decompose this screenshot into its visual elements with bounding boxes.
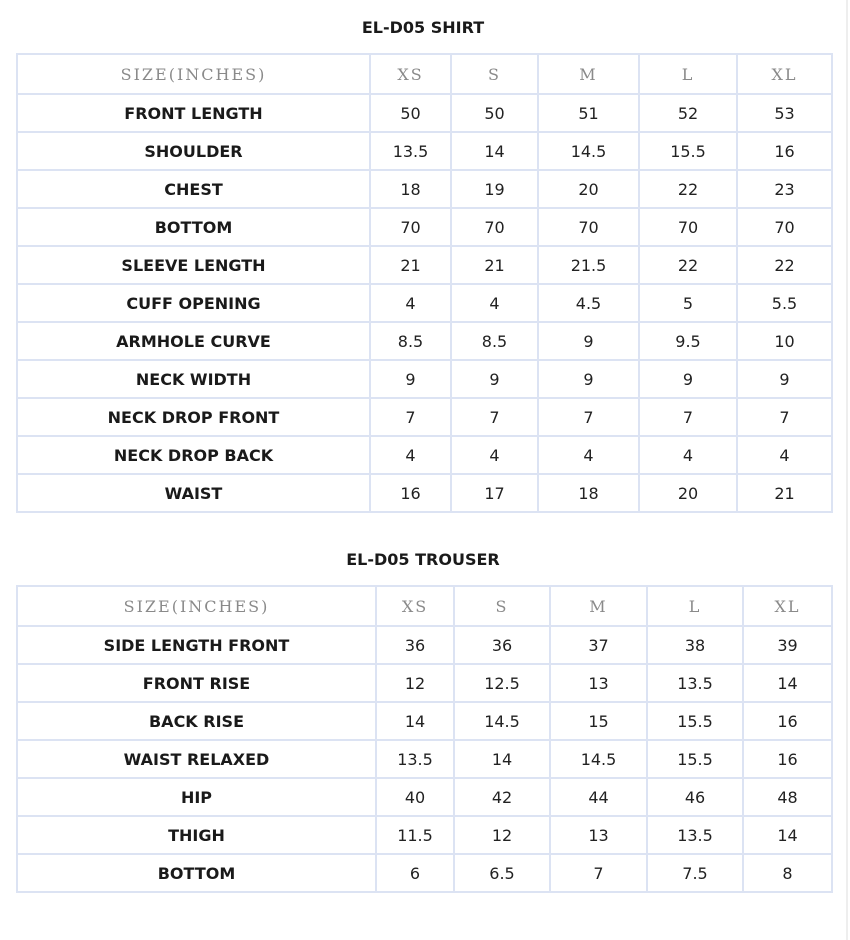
measurement-label: THIGH <box>17 816 376 854</box>
measurement-value: 12 <box>376 664 454 702</box>
measurement-value: 16 <box>743 702 832 740</box>
measurement-label: CHEST <box>17 170 370 208</box>
measurement-value: 9 <box>370 360 451 398</box>
measurement-value: 22 <box>639 170 737 208</box>
measurement-label: BOTTOM <box>17 854 376 892</box>
measurement-value: 4 <box>370 284 451 322</box>
measurement-value: 50 <box>370 94 451 132</box>
measurement-value: 16 <box>737 132 832 170</box>
measurement-value: 4 <box>538 436 639 474</box>
measurement-value: 9.5 <box>639 322 737 360</box>
measurement-value: 46 <box>647 778 743 816</box>
table-row <box>17 854 832 892</box>
measurement-value: 14 <box>376 702 454 740</box>
measurement-value: 16 <box>743 740 832 778</box>
measurement-label: SHOULDER <box>17 132 370 170</box>
table-row <box>17 132 832 170</box>
measurement-value: 13.5 <box>647 664 743 702</box>
table-row <box>17 436 832 474</box>
measurement-value: 9 <box>451 360 538 398</box>
measurement-value: 36 <box>376 626 454 664</box>
measurement-value: 22 <box>737 246 832 284</box>
measurement-value: 9 <box>639 360 737 398</box>
measurement-label: NECK WIDTH <box>17 360 370 398</box>
measurement-value: 5.5 <box>737 284 832 322</box>
measurement-value: 11.5 <box>376 816 454 854</box>
measurement-value: 18 <box>370 170 451 208</box>
size-column-l: L <box>639 54 737 94</box>
measurement-value: 37 <box>550 626 647 664</box>
size-header: SIZE(INCHES) <box>17 54 370 94</box>
measurement-label: SLEEVE LENGTH <box>17 246 370 284</box>
size-column-l: L <box>647 586 743 626</box>
measurement-label: NECK DROP BACK <box>17 436 370 474</box>
measurement-value: 22 <box>639 246 737 284</box>
measurement-label: HIP <box>17 778 376 816</box>
measurement-value: 9 <box>538 360 639 398</box>
measurement-value: 70 <box>451 208 538 246</box>
measurement-value: 70 <box>737 208 832 246</box>
measurement-label: FRONT RISE <box>17 664 376 702</box>
measurement-value: 15.5 <box>639 132 737 170</box>
measurement-value: 21.5 <box>538 246 639 284</box>
table-row <box>17 626 832 664</box>
table-header-row <box>17 54 832 94</box>
measurement-value: 4 <box>451 436 538 474</box>
measurement-value: 4.5 <box>538 284 639 322</box>
measurement-value: 15 <box>550 702 647 740</box>
measurement-value: 12.5 <box>454 664 550 702</box>
table-row <box>17 740 832 778</box>
measurement-value: 13.5 <box>647 816 743 854</box>
measurement-value: 42 <box>454 778 550 816</box>
measurement-value: 4 <box>639 436 737 474</box>
table-row <box>17 322 832 360</box>
measurement-value: 8 <box>743 854 832 892</box>
measurement-value: 16 <box>370 474 451 512</box>
measurement-value: 9 <box>538 322 639 360</box>
measurement-value: 7 <box>451 398 538 436</box>
measurement-value: 7 <box>737 398 832 436</box>
measurement-value: 18 <box>538 474 639 512</box>
table-row <box>17 474 832 512</box>
measurement-value: 21 <box>370 246 451 284</box>
measurement-value: 6.5 <box>454 854 550 892</box>
measurement-value: 5 <box>639 284 737 322</box>
measurement-value: 13.5 <box>370 132 451 170</box>
table-row <box>17 664 832 702</box>
measurement-value: 12 <box>454 816 550 854</box>
measurement-label: NECK DROP FRONT <box>17 398 370 436</box>
measurement-value: 9 <box>737 360 832 398</box>
measurement-label: BACK RISE <box>17 702 376 740</box>
measurement-label: CUFF OPENING <box>17 284 370 322</box>
measurement-value: 15.5 <box>647 740 743 778</box>
size-column-m: M <box>550 586 647 626</box>
measurement-value: 7 <box>639 398 737 436</box>
measurement-value: 14 <box>454 740 550 778</box>
measurement-value: 38 <box>647 626 743 664</box>
measurement-value: 13 <box>550 664 647 702</box>
measurement-value: 44 <box>550 778 647 816</box>
size-column-m: M <box>538 54 639 94</box>
table-row <box>17 778 832 816</box>
measurement-value: 13.5 <box>376 740 454 778</box>
shirt-table-title: EL-D05 SHIRT <box>361 18 485 37</box>
measurement-value: 7 <box>538 398 639 436</box>
measurement-value: 7.5 <box>647 854 743 892</box>
page-right-border <box>846 0 848 940</box>
measurement-value: 53 <box>737 94 832 132</box>
measurement-value: 36 <box>454 626 550 664</box>
measurement-value: 6 <box>376 854 454 892</box>
trouser-table-title: EL-D05 TROUSER <box>346 550 500 569</box>
measurement-value: 21 <box>451 246 538 284</box>
measurement-value: 52 <box>639 94 737 132</box>
table-row <box>17 816 832 854</box>
measurement-label: ARMHOLE CURVE <box>17 322 370 360</box>
measurement-value: 7 <box>550 854 647 892</box>
measurement-label: WAIST <box>17 474 370 512</box>
measurement-value: 14 <box>743 664 832 702</box>
measurement-value: 23 <box>737 170 832 208</box>
measurement-value: 50 <box>451 94 538 132</box>
measurement-value: 14.5 <box>538 132 639 170</box>
measurement-value: 21 <box>737 474 832 512</box>
measurement-value: 8.5 <box>370 322 451 360</box>
measurement-value: 4 <box>451 284 538 322</box>
measurement-value: 19 <box>451 170 538 208</box>
measurement-value: 39 <box>743 626 832 664</box>
measurement-value: 7 <box>370 398 451 436</box>
measurement-value: 14.5 <box>454 702 550 740</box>
measurement-value: 15.5 <box>647 702 743 740</box>
measurement-label: FRONT LENGTH <box>17 94 370 132</box>
trouser-size-table <box>16 585 833 893</box>
size-column-xl: XL <box>737 54 832 94</box>
measurement-value: 40 <box>376 778 454 816</box>
measurement-value: 4 <box>370 436 451 474</box>
shirt-size-table <box>16 53 833 513</box>
measurement-value: 70 <box>639 208 737 246</box>
table-row <box>17 360 832 398</box>
measurement-value: 20 <box>538 170 639 208</box>
measurement-value: 51 <box>538 94 639 132</box>
table-header-row <box>17 586 832 626</box>
measurement-value: 70 <box>538 208 639 246</box>
size-header: SIZE(INCHES) <box>17 586 376 626</box>
measurement-label: SIDE LENGTH FRONT <box>17 626 376 664</box>
table-row <box>17 246 832 284</box>
measurement-value: 70 <box>370 208 451 246</box>
table-row <box>17 208 832 246</box>
table-row <box>17 94 832 132</box>
table-row <box>17 170 832 208</box>
table-row <box>17 702 832 740</box>
measurement-value: 17 <box>451 474 538 512</box>
measurement-value: 8.5 <box>451 322 538 360</box>
table-row <box>17 398 832 436</box>
size-column-xs: XS <box>370 54 451 94</box>
measurement-value: 14 <box>451 132 538 170</box>
size-column-s: S <box>454 586 550 626</box>
measurement-value: 14 <box>743 816 832 854</box>
measurement-value: 13 <box>550 816 647 854</box>
measurement-label: BOTTOM <box>17 208 370 246</box>
measurement-value: 20 <box>639 474 737 512</box>
measurement-value: 4 <box>737 436 832 474</box>
measurement-value: 10 <box>737 322 832 360</box>
measurement-label: WAIST RELAXED <box>17 740 376 778</box>
measurement-value: 14.5 <box>550 740 647 778</box>
size-column-xl: XL <box>743 586 832 626</box>
size-column-s: S <box>451 54 538 94</box>
table-row <box>17 284 832 322</box>
size-column-xs: XS <box>376 586 454 626</box>
measurement-value: 48 <box>743 778 832 816</box>
